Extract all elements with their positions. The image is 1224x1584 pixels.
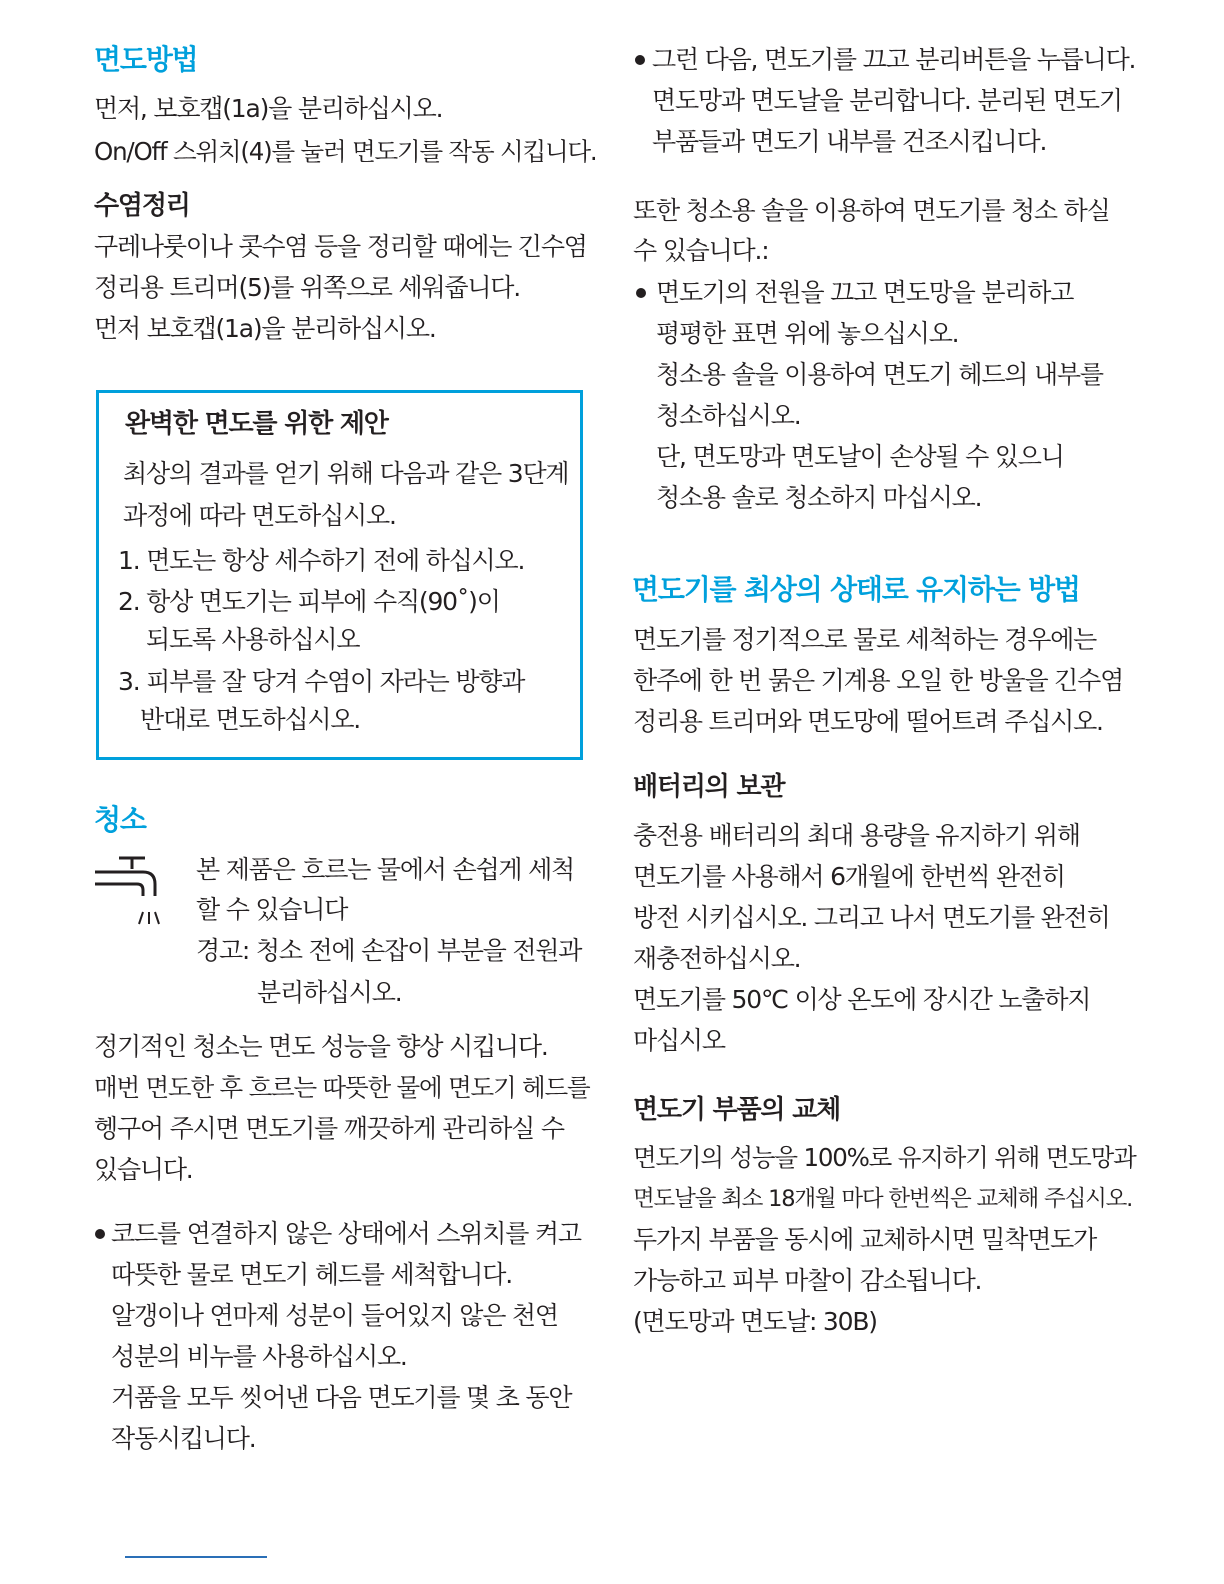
- right-bullet2-line: 청소하십시오.: [656, 401, 801, 430]
- cleaning-bullet-line: 코드를 연결하지 않은 상태에서 스위치를 켜고: [111, 1219, 581, 1248]
- section-beard-title: 수염정리: [94, 191, 190, 221]
- cleaning-para-line: 있습니다.: [94, 1155, 193, 1184]
- battery-line: 방전 시키십시오. 그리고 나서 면도기를 완전히: [633, 903, 1110, 932]
- parts-line: 면도기의 성능을 100%로 유지하기 위해 면도망과: [633, 1143, 1136, 1172]
- cleaning-warning-line: 분리하십시오.: [257, 978, 402, 1007]
- cleaning-bullet-line: 거품을 모두 씻어낸 다음 면도기를 몇 초 동안: [111, 1383, 572, 1412]
- cleaning-para-line: 정기적인 청소는 면도 성능을 향상 시킵니다.: [94, 1032, 548, 1061]
- tip-step: 되도록 사용하십시오: [146, 625, 360, 654]
- cleaning-bullet-line: 따뜻한 물로 면도기 헤드를 세척합니다.: [111, 1260, 512, 1289]
- cleaning-icon-line: 본 제품은 흐르는 물에서 손쉽게 세척: [196, 855, 574, 884]
- section-keep-title: 면도기를 최상의 상태로 유지하는 방법: [632, 573, 1080, 606]
- battery-line: 면도기를 사용해서 6개월에 한번씩 완전히: [633, 862, 1065, 891]
- right-bullet2-line: 면도기의 전원을 끄고 면도망을 분리하고: [656, 278, 1074, 307]
- running-water-faucet-icon: [93, 852, 175, 932]
- brush-intro-line: 또한 청소용 솔을 이용하여 면도기를 청소 하실: [633, 196, 1110, 225]
- section-shaving-title: 면도방법: [94, 43, 198, 76]
- beard-line: 정리용 트리머(5)를 위쪽으로 세워줍니다.: [94, 273, 521, 302]
- section-cleaning-title: 청소: [94, 803, 146, 836]
- section-battery-title: 배터리의 보관: [633, 772, 785, 802]
- cleaning-bullet-line: 작동시킵니다.: [111, 1424, 256, 1453]
- footer-rule: [125, 1556, 267, 1558]
- tip-intro-line: 과정에 따라 면도하십시오.: [123, 501, 396, 530]
- shaving-line: 먼저, 보호캡(1a)을 분리하십시오.: [94, 94, 443, 123]
- right-bullet2-line: 평평한 표면 위에 놓으십시오.: [656, 319, 959, 348]
- parts-line: 면도날을 최소 18개월 마다 한번씩은 교체해 주십시오.: [633, 1186, 1133, 1212]
- right-bullet2-line: 청소용 솔을 이용하여 면도기 헤드의 내부를: [656, 360, 1103, 389]
- tip-step: 반대로 면도하십시오.: [140, 705, 361, 734]
- bullet-dot: [95, 1229, 105, 1239]
- section-parts-title: 면도기 부품의 교체: [633, 1095, 841, 1125]
- right-bullet1-line: 부품들과 면도기 내부를 건조시킵니다.: [652, 127, 1047, 156]
- right-bullet1-line: 그런 다음, 면도기를 끄고 분리버튼을 누릅니다.: [652, 45, 1136, 74]
- bullet-dot: [635, 55, 645, 65]
- brush-intro-line: 수 있습니다.:: [633, 236, 769, 265]
- right-bullet1-line: 면도망과 면도날을 분리합니다. 분리된 면도기: [652, 86, 1122, 115]
- right-bullet2-line: 청소용 솔로 청소하지 마십시오.: [656, 483, 982, 512]
- cleaning-para-line: 매번 면도한 후 흐르는 따뜻한 물에 면도기 헤드를: [94, 1073, 590, 1102]
- beard-line: 먼저 보호캡(1a)을 분리하십시오.: [94, 314, 436, 343]
- shaving-line: On/Off 스위치(4)를 눌러 면도기를 작동 시킵니다.: [94, 137, 597, 166]
- cleaning-bullet-line: 성분의 비누를 사용하십시오.: [111, 1342, 407, 1371]
- parts-line: 두가지 부품을 동시에 교체하시면 밀착면도가: [633, 1225, 1097, 1254]
- keep-line: 면도기를 정기적으로 물로 세척하는 경우에는: [633, 625, 1097, 654]
- bullet-dot: [636, 288, 646, 298]
- tip-step: 3. 피부를 잘 당겨 수염이 자라는 방향과: [118, 667, 525, 696]
- tip-intro-line: 최상의 결과를 얻기 위해 다음과 같은 3단계: [123, 459, 569, 488]
- cleaning-icon-line: 할 수 있습니다: [196, 895, 348, 924]
- tip-step: 2. 항상 면도기는 피부에 수직(90˚)이: [118, 587, 500, 616]
- cleaning-bullet-line: 알갱이나 연마제 성분이 들어있지 않은 천연: [111, 1301, 558, 1330]
- right-bullet2-line: 단, 면도망과 면도날이 손상될 수 있으니: [656, 442, 1064, 471]
- parts-line: (면도망과 면도날: 30B): [633, 1307, 877, 1336]
- battery-line: 면도기를 50℃ 이상 온도에 장시간 노출하지: [633, 985, 1091, 1014]
- battery-line: 마십시오: [633, 1026, 725, 1055]
- keep-line: 한주에 한 번 묽은 기계용 오일 한 방울을 긴수염: [633, 666, 1124, 695]
- beard-line: 구레나룻이나 콧수염 등을 정리할 때에는 긴수염: [94, 232, 587, 261]
- parts-line: 가능하고 피부 마찰이 감소됩니다.: [633, 1266, 982, 1295]
- keep-line: 정리용 트리머와 면도망에 떨어트려 주십시오.: [633, 707, 1103, 736]
- tip-box-title: 완벽한 면도를 위한 제안: [125, 409, 388, 439]
- battery-line: 충전용 배터리의 최대 용량을 유지하기 위해: [633, 821, 1080, 850]
- cleaning-para-line: 헹구어 주시면 면도기를 깨끗하게 관리하실 수: [94, 1114, 564, 1143]
- tip-step: 1. 면도는 항상 세수하기 전에 하십시오.: [118, 546, 525, 575]
- cleaning-warning-line: 경고: 청소 전에 손잡이 부분을 전원과: [196, 936, 582, 965]
- battery-line: 재충전하십시오.: [633, 944, 801, 973]
